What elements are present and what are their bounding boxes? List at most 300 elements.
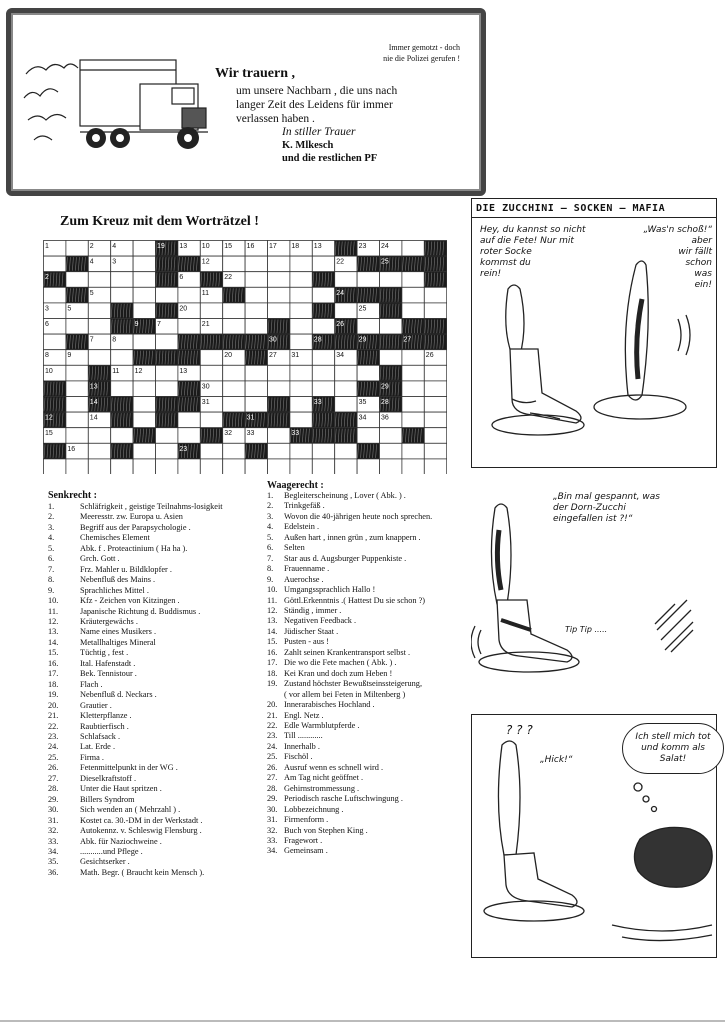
grid-cell[interactable] [133, 459, 155, 474]
waagerecht-clue [267, 669, 477, 679]
clue-number: 24. [267, 741, 278, 751]
grid-cell[interactable] [133, 287, 155, 303]
grid-cell[interactable] [223, 365, 245, 381]
grid-cell[interactable] [133, 256, 155, 272]
grid-cell[interactable] [44, 287, 66, 303]
grid-cell[interactable] [88, 459, 110, 474]
clue-text: Dieselkraftstoff . [80, 773, 137, 783]
clue-text: Unter die Haut spritzen . [80, 784, 162, 794]
clue-text: Die wo die Fete machen ( Abk. ) . [284, 658, 397, 668]
senkrecht-clue [48, 596, 263, 606]
senkrecht-clue [48, 763, 263, 773]
clue-text: Japanische Richtung d. Buddismus . [80, 606, 201, 616]
crossword-grid[interactable] [43, 240, 447, 474]
clue-text: Auerochse . [284, 574, 324, 584]
clue-number: 30. [267, 804, 278, 814]
clue-text: Kostet ca. 30.-DM in der Werkstadt . [80, 815, 203, 825]
clue-number: 3. [48, 522, 55, 532]
waagerecht-clue [267, 826, 477, 836]
grid-cell[interactable] [402, 241, 424, 257]
cell-number: 13 [313, 243, 322, 250]
clue-number: 29. [48, 794, 59, 804]
cell-number: 12 [201, 258, 210, 266]
grid-cell[interactable] [424, 397, 446, 413]
grid-cell[interactable] [357, 428, 379, 444]
waagerecht-clue [267, 491, 477, 501]
body-line-2: langer Zeit des Leidens für immer [236, 99, 393, 111]
grid-cell[interactable] [88, 443, 110, 459]
clue-text: Fetenmittelpunkt in der WG . [80, 763, 178, 773]
waagerecht-clue [267, 658, 477, 668]
grid-cell[interactable] [111, 272, 133, 288]
grid-cell[interactable] [290, 287, 312, 303]
grid-cell[interactable] [66, 428, 88, 444]
grid-cell[interactable] [402, 381, 424, 397]
clue-number: 16. [267, 647, 278, 657]
cell-number: 14 [89, 414, 98, 422]
clue-text: Raubtierfisch . [80, 721, 129, 731]
grid-cell[interactable] [44, 334, 66, 350]
clue-text: Begleiterscheinung , Lover ( Abk. ) . [284, 491, 406, 500]
cell-number: 12 [45, 414, 53, 422]
grid-cell[interactable] [357, 365, 379, 381]
grid-cell[interactable] [178, 459, 200, 474]
clue-text: Engl. Netz . [284, 710, 324, 720]
senkrecht-clue [48, 701, 263, 711]
clue-number: 18. [267, 668, 278, 678]
grid-cell[interactable] [223, 319, 245, 335]
cell-number: 27 [403, 336, 412, 344]
cell-number: 16 [67, 445, 76, 453]
clue-text: Lobbezeichnung . [284, 804, 344, 814]
waagerecht-clue [267, 721, 477, 731]
grid-cell[interactable] [133, 303, 155, 319]
grid-cell[interactable] [268, 287, 290, 303]
cell-number: 5 [89, 289, 94, 297]
speech-line: roter Socke [480, 247, 532, 257]
grid-cell[interactable] [66, 459, 88, 474]
cell-number: 12 [134, 367, 143, 375]
grid-cell[interactable] [111, 459, 133, 474]
grid-cell[interactable] [380, 443, 402, 459]
cell-number: 10 [201, 243, 210, 250]
grid-cell[interactable] [66, 241, 88, 257]
clue-number: 19. [267, 679, 278, 689]
clue-text: Fragewort . [284, 835, 323, 845]
grid-cell[interactable] [268, 459, 290, 474]
grid-cell[interactable] [200, 303, 222, 319]
grid-cell[interactable] [424, 381, 446, 397]
grid-cell[interactable] [66, 272, 88, 288]
speech-line: Salat! [659, 754, 687, 764]
grid-cell[interactable] [133, 241, 155, 257]
grid-cell[interactable] [268, 256, 290, 272]
grid-cell[interactable] [133, 412, 155, 428]
cell-number: 6 [179, 274, 184, 282]
cell-number: 15 [45, 430, 53, 438]
clue-number: 33. [267, 835, 278, 845]
speech-line: eingefallen ist ?!“ [553, 514, 633, 524]
clue-number: 22. [267, 720, 278, 730]
grid-cell[interactable] [424, 412, 446, 428]
senkrecht-clue [48, 722, 263, 732]
grid-cell[interactable] [402, 412, 424, 428]
clue-text: Billers Syndrom [80, 794, 135, 804]
grid-cell[interactable] [402, 272, 424, 288]
cell-number: 14 [89, 399, 98, 406]
clue-text: Flach . [80, 679, 103, 689]
senkrecht-clue [48, 784, 263, 794]
grid-cell[interactable] [290, 459, 312, 474]
senkrecht-clue [48, 711, 263, 721]
grid-cell[interactable] [133, 272, 155, 288]
cell-number: 16 [246, 243, 255, 250]
grid-cell[interactable] [402, 350, 424, 366]
grid-cell[interactable] [290, 381, 312, 397]
grid-cell[interactable] [335, 303, 357, 319]
clue-text: Sich wenden an ( Mehrzahl ) . [80, 805, 181, 815]
senkrecht-clue [48, 795, 263, 805]
clue-number: 13. [267, 616, 278, 626]
cell-number: 26 [425, 352, 434, 360]
grid-cell[interactable] [424, 459, 446, 474]
grid-cell[interactable] [402, 459, 424, 474]
clue-text: Negativen Feedback . [284, 616, 357, 626]
cell-number: 13 [179, 243, 188, 250]
clue-text: ...........und Pflege . [80, 846, 143, 856]
grid-cell[interactable] [268, 365, 290, 381]
senkrecht-clue [48, 826, 263, 836]
cell-number: 6 [45, 321, 49, 328]
grid-cell[interactable] [290, 443, 312, 459]
speech-line: ein! [694, 280, 712, 290]
grid-cell[interactable] [133, 334, 155, 350]
grid-cell[interactable] [200, 459, 222, 474]
grid-cell[interactable] [424, 303, 446, 319]
grid-cell[interactable] [200, 412, 222, 428]
clue-number: 14. [48, 637, 59, 647]
senkrecht-clue [48, 607, 263, 617]
grid-cell[interactable] [335, 272, 357, 288]
grid-cell[interactable] [290, 272, 312, 288]
cell-number: 4 [112, 243, 117, 250]
clue-number: 19. [48, 690, 59, 700]
speech-line: der Dorn-Zucchi [553, 503, 626, 513]
cell-number: 29 [381, 383, 389, 391]
grid-cell[interactable] [245, 256, 267, 272]
cell-number: 8 [112, 336, 117, 344]
grid-cell[interactable] [402, 287, 424, 303]
grid-cell[interactable] [268, 381, 290, 397]
grid-cell[interactable] [66, 412, 88, 428]
grid-cell[interactable] [268, 428, 290, 444]
clue-number: 2. [48, 512, 55, 522]
grid-cell[interactable] [133, 443, 155, 459]
grid-cell[interactable] [156, 459, 178, 474]
senkrecht-clue [48, 805, 263, 815]
waagerecht-clue [267, 763, 477, 773]
comic-panel-3 [471, 714, 717, 958]
senkrecht-clue [48, 638, 263, 648]
clue-text: Zustand höchster Bewußtseinssteigerung, [284, 679, 423, 689]
senkrecht-clue [48, 554, 263, 564]
grid-cell[interactable] [66, 381, 88, 397]
grid-cell[interactable] [111, 381, 133, 397]
clue-number: 23. [48, 731, 59, 741]
grid-cell[interactable] [44, 459, 66, 474]
clue-number: 8. [267, 564, 274, 574]
cell-number: 19 [157, 243, 165, 250]
clue-number: 14. [267, 626, 278, 636]
grid-cell[interactable] [290, 256, 312, 272]
grid-cell[interactable] [245, 459, 267, 474]
grid-cell[interactable] [402, 365, 424, 381]
grid-cell[interactable] [200, 350, 222, 366]
waagerecht-clue [267, 627, 477, 637]
grid-cell[interactable] [268, 272, 290, 288]
grid-cell[interactable] [245, 381, 267, 397]
grid-cell[interactable] [268, 303, 290, 319]
grid-cell[interactable] [290, 397, 312, 413]
grid-cell[interactable] [380, 459, 402, 474]
comic-panel-2 [471, 490, 715, 690]
grid-cell[interactable] [200, 365, 222, 381]
cell-number: 3 [112, 258, 117, 266]
grid-cell[interactable] [290, 365, 312, 381]
grid-cell[interactable] [111, 350, 133, 366]
grid-cell[interactable] [156, 381, 178, 397]
grid-cell[interactable] [290, 412, 312, 428]
cell-number: 23 [179, 445, 188, 453]
clue-text: Lat. Erde . [80, 742, 116, 752]
cell-number: 31 [246, 414, 255, 422]
clue-number: 16. [48, 658, 59, 668]
grid-cell[interactable] [335, 397, 357, 413]
grid-cell[interactable] [133, 397, 155, 413]
clue-number: 1. [267, 491, 274, 500]
grid-cell[interactable] [156, 334, 178, 350]
cell-number: 28 [381, 399, 389, 406]
speech-line: auf die Fete! Nur mit [480, 236, 574, 246]
grid-cell[interactable] [156, 365, 178, 381]
grid-cell[interactable] [290, 334, 312, 350]
senkrecht-clue [48, 565, 263, 575]
grid-cell[interactable] [133, 381, 155, 397]
cell-number: 26 [336, 321, 344, 328]
clue-text: Nebenfluß des Mains . [80, 575, 156, 585]
grid-cell[interactable] [312, 443, 334, 459]
cell-number: 2 [45, 274, 49, 282]
clue-text: Gemeinsam . [284, 846, 328, 856]
grid-cell[interactable] [88, 319, 110, 335]
grid-cell[interactable] [312, 381, 334, 397]
body-line-1: um unsere Nachbarn , die uns nach [236, 85, 398, 97]
senkrecht-clue [48, 774, 263, 784]
grid-cell[interactable] [223, 443, 245, 459]
clue-text: Trinkgefäß . [284, 501, 325, 511]
clue-number: 1. [48, 502, 55, 511]
grid-cell[interactable] [223, 397, 245, 413]
grid-cell[interactable] [380, 350, 402, 366]
clue-number: 25. [267, 752, 278, 762]
speech-line: „Bin mal gespannt, was [553, 492, 660, 502]
grid-cell[interactable] [88, 303, 110, 319]
grid-cell[interactable] [402, 397, 424, 413]
clue-text: Kräutergewächs . [80, 616, 138, 626]
grid-cell[interactable] [156, 443, 178, 459]
grid-cell[interactable] [223, 381, 245, 397]
grid-cell[interactable] [380, 319, 402, 335]
cell-number: 28 [313, 336, 322, 344]
grid-cell[interactable] [312, 365, 334, 381]
grid-cell[interactable] [335, 381, 357, 397]
clue-number: 32. [48, 826, 59, 836]
obituary-body [236, 84, 456, 126]
waagerecht-clue [267, 731, 477, 741]
grid-cell[interactable] [178, 412, 200, 428]
grid-cell[interactable] [223, 303, 245, 319]
waagerecht-clue [267, 773, 477, 783]
clue-number: 11. [267, 595, 278, 605]
grid-cell[interactable] [245, 319, 267, 335]
grid-cell[interactable] [290, 303, 312, 319]
clue-text: Wovon die 40-jährigen heute noch sprechen. [284, 511, 433, 521]
clue-text: Ausruf wenn es schnell wird . [284, 762, 384, 772]
waagerecht-clue [267, 637, 477, 647]
grid-cell[interactable] [424, 365, 446, 381]
grid-cell[interactable] [245, 272, 267, 288]
grid-cell[interactable] [178, 287, 200, 303]
clue-number: 34. [267, 846, 278, 856]
grid-cell[interactable] [245, 303, 267, 319]
cell-number: 29 [358, 336, 367, 344]
grid-cell[interactable] [402, 443, 424, 459]
clue-number: 6. [267, 543, 274, 553]
obituary-trauer: In stiller Trauer [282, 126, 356, 138]
waagerecht-clue [267, 616, 477, 626]
clue-text: Meeresstr. zw. Europa u. Asien [80, 512, 183, 522]
grid-cell[interactable] [268, 443, 290, 459]
grid-cell[interactable] [88, 428, 110, 444]
cell-number: 17 [269, 243, 277, 250]
grid-cell[interactable] [424, 428, 446, 444]
grid-cell[interactable] [44, 256, 66, 272]
speech-line: kommst du [480, 258, 531, 268]
grid-cell[interactable] [66, 319, 88, 335]
note-line-1: Immer gemotzt - doch [388, 43, 460, 52]
grid-cell[interactable] [66, 365, 88, 381]
cell-number: 10 [45, 367, 53, 375]
clue-number [267, 690, 284, 700]
grid-cell[interactable] [402, 303, 424, 319]
cell-number: 9 [134, 321, 139, 328]
grid-cell[interactable] [156, 287, 178, 303]
clue-number: 4. [48, 533, 55, 543]
grid-cell[interactable] [380, 272, 402, 288]
cell-number: 5 [67, 305, 72, 313]
grid-cell[interactable] [178, 428, 200, 444]
grid-cell[interactable] [223, 459, 245, 474]
cell-number: 2 [89, 243, 94, 250]
grid-cell[interactable] [66, 397, 88, 413]
grid-cell[interactable] [245, 397, 267, 413]
grid-cell[interactable] [380, 428, 402, 444]
clue-text: Kletterpflanze . [80, 711, 132, 721]
grid-cell[interactable] [312, 256, 334, 272]
cell-number: 1 [45, 243, 49, 250]
grid-cell[interactable] [335, 443, 357, 459]
clue-text: Chemisches Element [80, 533, 150, 543]
cell-number: 3 [45, 305, 49, 313]
grid-cell[interactable] [223, 256, 245, 272]
grid-cell[interactable] [312, 287, 334, 303]
grid-cell[interactable] [156, 428, 178, 444]
grid-cell[interactable] [88, 272, 110, 288]
senkrecht-clue [48, 512, 263, 522]
clue-text: Edelstein . [284, 522, 320, 532]
grid-cell[interactable] [335, 365, 357, 381]
grid-cell[interactable] [312, 459, 334, 474]
grid-cell[interactable] [335, 459, 357, 474]
senkrecht-clue [48, 523, 263, 533]
waagerecht-clue [267, 815, 477, 825]
clue-number: 2. [267, 501, 274, 511]
grid-cell[interactable] [424, 287, 446, 303]
clue-number: 18. [48, 679, 59, 689]
clue-text: Abk. für Naziochweine . [80, 836, 162, 846]
clue-number: 5. [267, 532, 274, 542]
clue-number: 6. [48, 554, 55, 564]
grid-cell[interactable] [178, 319, 200, 335]
grid-cell[interactable] [200, 443, 222, 459]
grid-cell[interactable] [357, 272, 379, 288]
waagerecht-clue [267, 752, 477, 762]
grid-cell[interactable] [424, 443, 446, 459]
senkrecht-heading: Senkrecht : [48, 490, 97, 501]
speech-line: was [694, 269, 712, 279]
cell-number: 11 [112, 367, 120, 375]
clue-number: 3. [267, 511, 274, 521]
clue-number: 8. [48, 575, 55, 585]
grid-cell[interactable] [88, 350, 110, 366]
clue-number: 15. [267, 637, 278, 647]
grid-cell[interactable] [245, 287, 267, 303]
clue-number: 9. [48, 585, 55, 595]
cell-number: 35 [358, 399, 367, 406]
cell-number: 22 [224, 274, 232, 282]
cell-number: 36 [381, 414, 389, 422]
clue-text: Begriff aus der Parapsychologie . [80, 522, 191, 532]
grid-cell[interactable] [290, 319, 312, 335]
clue-text: Göttl.Erkenntnis .( Hattest Du sie schon ?) [284, 595, 426, 605]
grid-cell[interactable] [312, 319, 334, 335]
speech-line: rein! [480, 269, 502, 279]
senkrecht-clue [48, 533, 263, 543]
clue-text: Fischöl . [284, 752, 313, 762]
clue-number: 20. [267, 700, 278, 710]
clue-number: 28. [48, 784, 59, 794]
grid-cell[interactable] [111, 428, 133, 444]
grid-cell[interactable] [357, 459, 379, 474]
clue-text: Selten [284, 543, 305, 553]
grid-cell[interactable] [312, 350, 334, 366]
grid-cell[interactable] [357, 319, 379, 335]
clue-number: 12. [48, 616, 59, 626]
clue-number: 29. [267, 794, 278, 804]
cell-number: 7 [89, 336, 94, 344]
grid-cell[interactable] [111, 287, 133, 303]
grid-cell[interactable] [245, 365, 267, 381]
